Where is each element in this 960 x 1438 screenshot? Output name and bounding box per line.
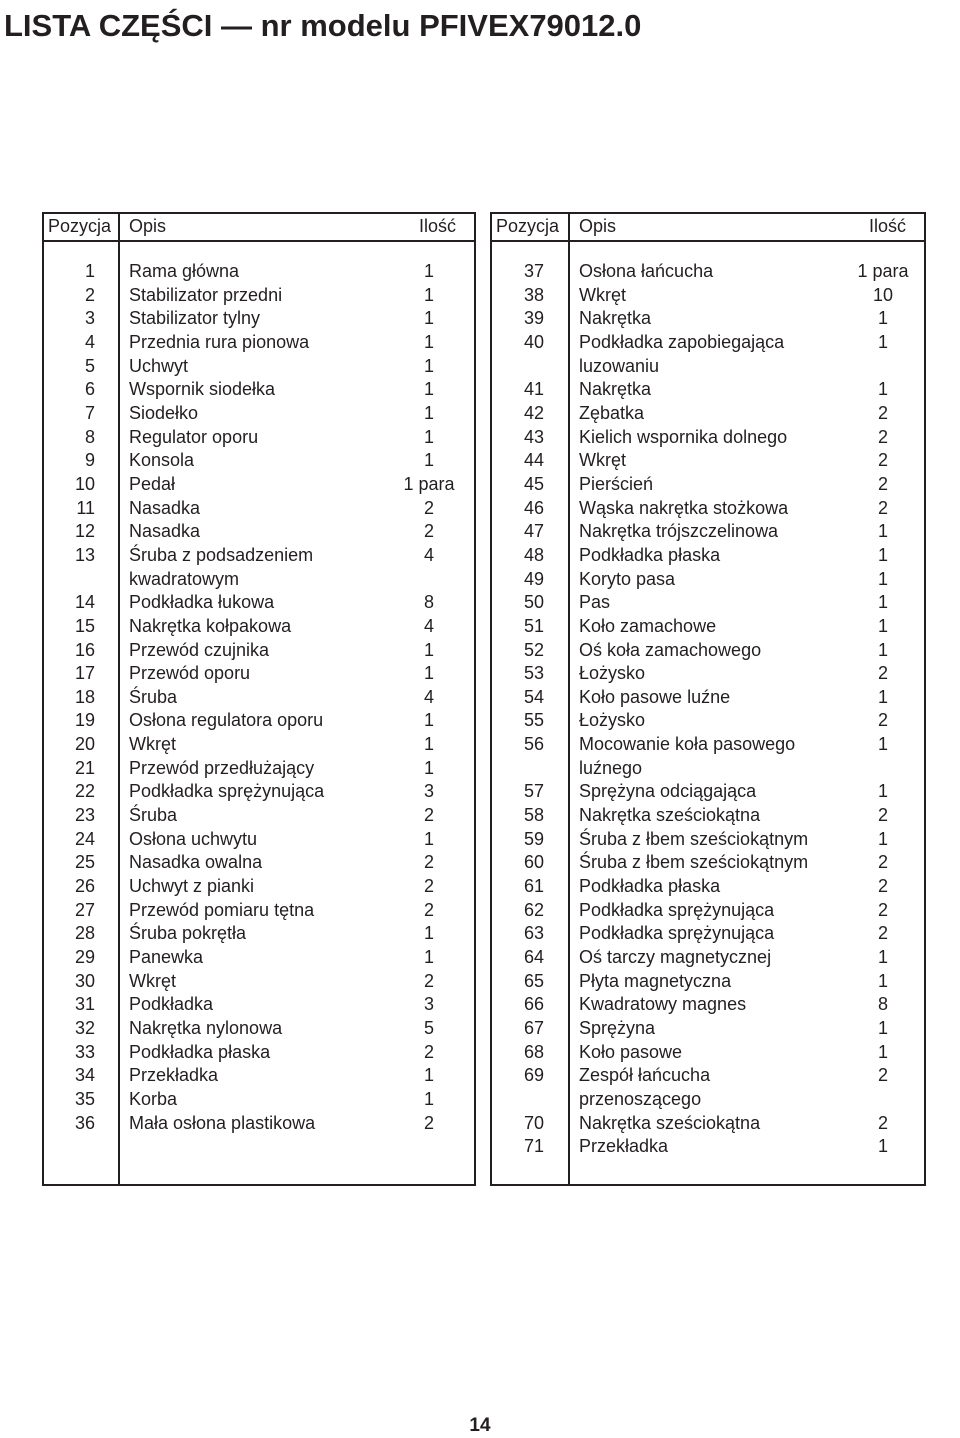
part-position: 50 (523, 592, 544, 613)
part-description: Przewód oporu (129, 663, 251, 684)
part-position: 69 (523, 1065, 544, 1086)
part-quantity: 1 (877, 521, 888, 542)
part-quantity: 4 (423, 615, 434, 636)
part-quantity: 1 (877, 1136, 888, 1157)
parts-rows (44, 260, 474, 1135)
part-quantity: 1 (423, 379, 434, 400)
part-quantity: 10 (872, 284, 894, 305)
part-position: 4 (84, 331, 95, 352)
table-row (44, 851, 474, 875)
part-position: 65 (523, 970, 544, 991)
part-description: Przewód czujnika (129, 639, 270, 660)
part-quantity: 1 (423, 261, 434, 281)
part-quantity: 1 (423, 947, 434, 968)
part-position: 36 (74, 1112, 95, 1133)
part-position: 13 (74, 544, 95, 565)
part-quantity: 1 (423, 1065, 434, 1086)
part-quantity: 4 (423, 544, 434, 565)
table-row (44, 828, 474, 852)
header-position: Pozycja (48, 216, 112, 236)
part-position: 37 (523, 261, 544, 281)
part-description: Wkręt (579, 284, 626, 305)
table-row (492, 331, 924, 378)
parts-table-right (490, 212, 926, 1186)
table-row (492, 1112, 924, 1136)
part-quantity: 4 (423, 686, 434, 707)
table-row (492, 686, 924, 710)
table-row (492, 946, 924, 970)
part-position: 45 (523, 473, 544, 494)
part-description: Śruba z łbem sześciokątnym (579, 828, 809, 849)
table-row (44, 757, 474, 781)
part-description: Nakrętka sześciokątna (579, 1112, 761, 1133)
table-row (44, 615, 474, 639)
part-position: 59 (523, 828, 544, 849)
part-description: Zespół łańcucha przenoszącego (579, 1065, 711, 1109)
part-quantity: 1 (877, 568, 888, 589)
table-row (492, 709, 924, 733)
table-row (44, 780, 474, 804)
part-position: 21 (74, 757, 95, 778)
part-position: 30 (74, 970, 95, 991)
part-position: 31 (74, 994, 95, 1015)
part-description: Przednia rura pionowa (129, 331, 310, 352)
table-row (492, 497, 924, 521)
part-position: 18 (74, 686, 95, 707)
part-quantity: 2 (423, 876, 434, 897)
part-description: Nasadka owalna (129, 852, 263, 873)
part-description: Wspornik siodełka (129, 379, 276, 400)
table-row (44, 946, 474, 970)
part-quantity: 1 (877, 1041, 888, 1062)
header-quantity: Ilość (868, 216, 906, 236)
table-row (492, 473, 924, 497)
part-position: 24 (74, 828, 95, 849)
part-quantity: 1 (423, 331, 434, 352)
part-quantity: 2 (877, 710, 888, 731)
part-quantity: 1 (423, 923, 434, 944)
part-position: 61 (523, 876, 544, 897)
part-description: Oś tarczy magnetycznej (579, 947, 772, 968)
part-position: 34 (74, 1065, 95, 1086)
part-quantity: 2 (877, 473, 888, 494)
part-description: Podkładka sprężynująca (129, 781, 325, 802)
part-quantity: 8 (877, 994, 888, 1015)
part-position: 55 (523, 710, 544, 731)
part-position: 32 (74, 1018, 95, 1038)
table-row (44, 899, 474, 923)
table-row (44, 520, 474, 544)
part-description: Nasadka (129, 521, 201, 542)
part-quantity: 1 (423, 639, 434, 660)
part-position: 62 (523, 899, 544, 920)
part-description: Mała osłona plastikowa (129, 1112, 316, 1133)
part-quantity: 1 (423, 757, 434, 778)
part-position: 5 (84, 355, 95, 376)
part-quantity: 2 (423, 1112, 434, 1133)
table-row (44, 331, 474, 355)
part-quantity: 1 (423, 426, 434, 447)
part-quantity: 1 (877, 615, 888, 636)
table-row (44, 662, 474, 686)
table-row (44, 922, 474, 946)
part-description: Pas (579, 592, 611, 613)
part-position: 3 (84, 308, 95, 329)
part-description: Podkładka płaska (579, 544, 721, 565)
table-row (492, 1064, 924, 1111)
table-row (44, 355, 474, 379)
part-position: 9 (84, 450, 95, 471)
part-description: Śruba z łbem sześciokątnym (579, 852, 809, 873)
table-row (44, 1088, 474, 1112)
part-description: Stabilizator tylny (129, 308, 261, 329)
part-description: Podkładka (129, 994, 214, 1015)
part-quantity: 5 (423, 1018, 434, 1038)
table-row (492, 733, 924, 780)
parts-rows (492, 260, 924, 1159)
table-row (492, 922, 924, 946)
part-quantity: 2 (423, 852, 434, 873)
part-quantity: 1 (423, 828, 434, 849)
part-description: Panewka (129, 947, 204, 968)
part-position: 25 (74, 852, 95, 873)
table-row (44, 378, 474, 402)
part-position: 43 (523, 426, 544, 447)
part-quantity: 1 (423, 663, 434, 684)
part-description: Nakrętka (579, 308, 652, 329)
table-row (492, 260, 924, 284)
part-position: 57 (523, 781, 544, 802)
table-row (492, 449, 924, 473)
part-quantity: 2 (423, 497, 434, 518)
part-description: Śruba pokrętła (129, 923, 247, 944)
part-position: 58 (523, 805, 544, 826)
part-description: Przekładka (129, 1065, 219, 1086)
part-position: 38 (523, 284, 544, 305)
part-position: 8 (84, 426, 95, 447)
part-description: Sprężyna odciągająca (579, 781, 757, 802)
part-quantity: 3 (423, 781, 434, 802)
part-position: 66 (523, 994, 544, 1015)
part-quantity: 2 (877, 876, 888, 897)
part-position: 46 (523, 497, 544, 518)
part-position: 23 (74, 805, 95, 826)
part-quantity: 2 (877, 402, 888, 423)
part-position: 63 (523, 923, 544, 944)
part-quantity: 2 (877, 497, 888, 518)
table-row (44, 449, 474, 473)
table-row (492, 378, 924, 402)
header-position: Pozycja (496, 216, 560, 236)
part-position: 12 (74, 521, 95, 542)
part-quantity: 1 (877, 592, 888, 613)
part-description: Pedał (129, 473, 176, 494)
part-description: Wkręt (579, 450, 626, 471)
part-position: 60 (523, 852, 544, 873)
part-quantity: 1 (877, 686, 888, 707)
part-description: Podkładka zapobiegająca luzowaniu (579, 331, 785, 376)
table-row (492, 402, 924, 426)
part-description: Wkręt (129, 734, 176, 755)
part-description: Śruba z podsadzeniem kwadratowym (129, 544, 314, 589)
part-quantity: 2 (877, 1112, 888, 1133)
part-description: Koło pasowe (579, 1041, 683, 1062)
table-row (44, 1041, 474, 1065)
part-position: 2 (84, 284, 95, 305)
table-row (492, 1017, 924, 1041)
part-description: Przewód pomiaru tętna (129, 899, 315, 920)
part-quantity: 2 (423, 521, 434, 542)
part-position: 39 (523, 308, 544, 329)
part-quantity: 1 (423, 710, 434, 731)
table-row (492, 284, 924, 308)
part-quantity: 2 (877, 805, 888, 826)
table-row (44, 1112, 474, 1136)
part-position: 33 (74, 1041, 95, 1062)
table-row (492, 520, 924, 544)
part-quantity: 1 (423, 402, 434, 423)
part-position: 10 (74, 473, 95, 494)
part-position: 6 (84, 379, 95, 400)
part-quantity: 2 (877, 426, 888, 447)
table-row (44, 804, 474, 828)
table-row (492, 828, 924, 852)
table-row (492, 568, 924, 592)
table-row (44, 970, 474, 994)
table-row (492, 993, 924, 1017)
part-position: 35 (74, 1088, 95, 1109)
part-quantity: 2 (423, 899, 434, 920)
part-description: Łożysko (579, 663, 646, 684)
part-quantity: 1 (877, 970, 888, 991)
part-position: 64 (523, 947, 544, 968)
header-description: Opis (129, 216, 167, 236)
table-row (44, 875, 474, 899)
table-row (44, 284, 474, 308)
table-row (44, 497, 474, 521)
part-position: 42 (523, 402, 544, 423)
table-row (44, 307, 474, 331)
table-row (492, 970, 924, 994)
table-row (44, 402, 474, 426)
table-row (44, 709, 474, 733)
part-position: 52 (523, 639, 544, 660)
part-quantity: 1 para (403, 473, 455, 494)
table-row (44, 260, 474, 284)
part-description: Sprężyna (579, 1018, 656, 1038)
part-quantity: 2 (423, 970, 434, 991)
part-quantity: 1 (423, 355, 434, 376)
part-position: 49 (523, 568, 544, 589)
part-description: Osłona regulatora oporu (129, 710, 324, 731)
table-row (492, 426, 924, 450)
part-description: Siodełko (129, 402, 199, 423)
part-description: Nakrętka kołpakowa (129, 615, 292, 636)
table-row (44, 426, 474, 450)
part-description: Podkładka łukowa (129, 592, 275, 613)
part-quantity: 1 (877, 379, 888, 400)
part-position: 70 (523, 1112, 544, 1133)
table-row (44, 1017, 474, 1041)
part-description: Wkręt (129, 970, 176, 991)
table-row (492, 544, 924, 568)
part-description: Oś koła zamachowego (579, 639, 762, 660)
part-description: Wąska nakrętka stożkowa (579, 497, 789, 518)
part-description: Nakrętka nylonowa (129, 1018, 283, 1038)
part-description: Osłona uchwytu (129, 828, 258, 849)
part-quantity: 2 (877, 923, 888, 944)
part-description: Uchwyt (129, 355, 189, 376)
part-description: Śruba (129, 805, 178, 826)
part-position: 14 (74, 592, 95, 613)
part-position: 27 (74, 899, 95, 920)
table-row (492, 615, 924, 639)
table-row (44, 473, 474, 497)
part-quantity: 1 (423, 284, 434, 305)
part-position: 68 (523, 1041, 544, 1062)
table-row (492, 804, 924, 828)
part-description: Konsola (129, 450, 195, 471)
part-quantity: 2 (877, 663, 888, 684)
part-position: 71 (523, 1136, 544, 1157)
part-description: Koło zamachowe (579, 615, 717, 636)
part-description: Regulator oporu (129, 426, 259, 447)
part-quantity: 3 (423, 994, 434, 1015)
part-position: 22 (74, 781, 95, 802)
part-quantity: 2 (877, 1065, 888, 1086)
table-row (492, 1041, 924, 1065)
part-position: 67 (523, 1018, 544, 1038)
part-position: 56 (523, 734, 544, 755)
part-description: Podkładka płaska (579, 876, 721, 897)
part-description: Mocowanie koła pasowego luźnego (579, 734, 796, 778)
part-quantity: 1 (877, 781, 888, 802)
part-position: 48 (523, 544, 544, 565)
part-description: Kielich wspornika dolnego (579, 426, 788, 447)
table-row (44, 733, 474, 757)
table-row (492, 780, 924, 804)
table-header (44, 214, 474, 242)
table-row (44, 1064, 474, 1088)
part-quantity: 1 (877, 947, 888, 968)
part-description: Rama główna (129, 261, 240, 281)
table-row (44, 591, 474, 615)
table-row (492, 639, 924, 663)
part-position: 41 (523, 379, 544, 400)
table-row (492, 307, 924, 331)
part-description: Zębatka (579, 402, 645, 423)
part-quantity: 1 (423, 734, 434, 755)
part-description: Łożysko (579, 710, 646, 731)
part-position: 47 (523, 521, 544, 542)
part-position: 17 (74, 663, 95, 684)
part-position: 11 (76, 497, 95, 518)
table-row (44, 544, 474, 591)
part-position: 16 (74, 639, 95, 660)
parts-table-left (42, 212, 476, 1186)
part-description: Przekładka (579, 1136, 669, 1157)
part-description: Pierścień (579, 473, 654, 494)
part-position: 40 (523, 331, 544, 352)
part-description: Nakrętka trójszczelinowa (579, 521, 779, 542)
header-quantity: Ilość (418, 216, 456, 236)
part-description: Stabilizator przedni (129, 284, 283, 305)
part-quantity: 1 (877, 639, 888, 660)
part-quantity: 2 (423, 805, 434, 826)
part-description: Nasadka (129, 497, 201, 518)
part-position: 53 (523, 663, 544, 684)
part-position: 19 (74, 710, 95, 731)
part-quantity: 8 (423, 592, 434, 613)
part-quantity: 1 (423, 450, 434, 471)
table-row (492, 851, 924, 875)
part-quantity: 2 (877, 899, 888, 920)
part-description: Korba (129, 1088, 178, 1109)
part-description: Uchwyt z pianki (129, 876, 255, 897)
part-quantity: 1 (423, 308, 434, 329)
part-quantity: 2 (423, 1041, 434, 1062)
part-quantity: 1 (877, 734, 888, 755)
part-description: Podkładka płaska (129, 1041, 271, 1062)
part-description: Nakrętka (579, 379, 652, 400)
part-description: Płyta magnetyczna (579, 970, 732, 991)
part-quantity: 2 (877, 852, 888, 873)
part-description: Kwadratowy magnes (579, 994, 747, 1015)
part-quantity: 1 (423, 1088, 434, 1109)
table-row (44, 686, 474, 710)
part-description: Nakrętka sześciokątna (579, 805, 761, 826)
part-position: 7 (84, 402, 95, 423)
table-row (492, 1135, 924, 1159)
part-description: Śruba (129, 686, 178, 707)
part-position: 20 (74, 734, 95, 755)
page-title: LISTA CZĘŚCI — nr modelu PFIVEX79012.0 (4, 8, 642, 43)
part-quantity: 1 (877, 544, 888, 565)
part-position: 26 (74, 876, 95, 897)
part-position: 28 (74, 923, 95, 944)
part-position: 54 (523, 686, 544, 707)
part-quantity: 1 (877, 828, 888, 849)
part-quantity: 1 (877, 1018, 888, 1038)
table-row (44, 639, 474, 663)
part-description: Koło pasowe luźne (579, 686, 731, 707)
part-description: Przewód przedłużający (129, 757, 315, 778)
part-description: Koryto pasa (579, 568, 676, 589)
part-description: Podkładka sprężynująca (579, 899, 775, 920)
part-quantity: 1 (877, 331, 888, 352)
table-row (492, 662, 924, 686)
part-position: 51 (523, 615, 544, 636)
part-position: 15 (74, 615, 95, 636)
part-quantity: 1 para (857, 261, 909, 281)
page-number: 14 (469, 1415, 491, 1436)
table-header (492, 214, 924, 242)
part-position: 44 (523, 450, 544, 471)
table-row (492, 875, 924, 899)
part-description: Podkładka sprężynująca (579, 923, 775, 944)
part-quantity: 2 (877, 450, 888, 471)
table-row (492, 591, 924, 615)
part-description: Osłona łańcucha (579, 261, 714, 281)
table-row (492, 899, 924, 923)
part-quantity: 1 (877, 308, 888, 329)
header-description: Opis (579, 216, 617, 236)
table-row (44, 993, 474, 1017)
part-position: 1 (84, 261, 95, 281)
part-position: 29 (74, 947, 95, 968)
